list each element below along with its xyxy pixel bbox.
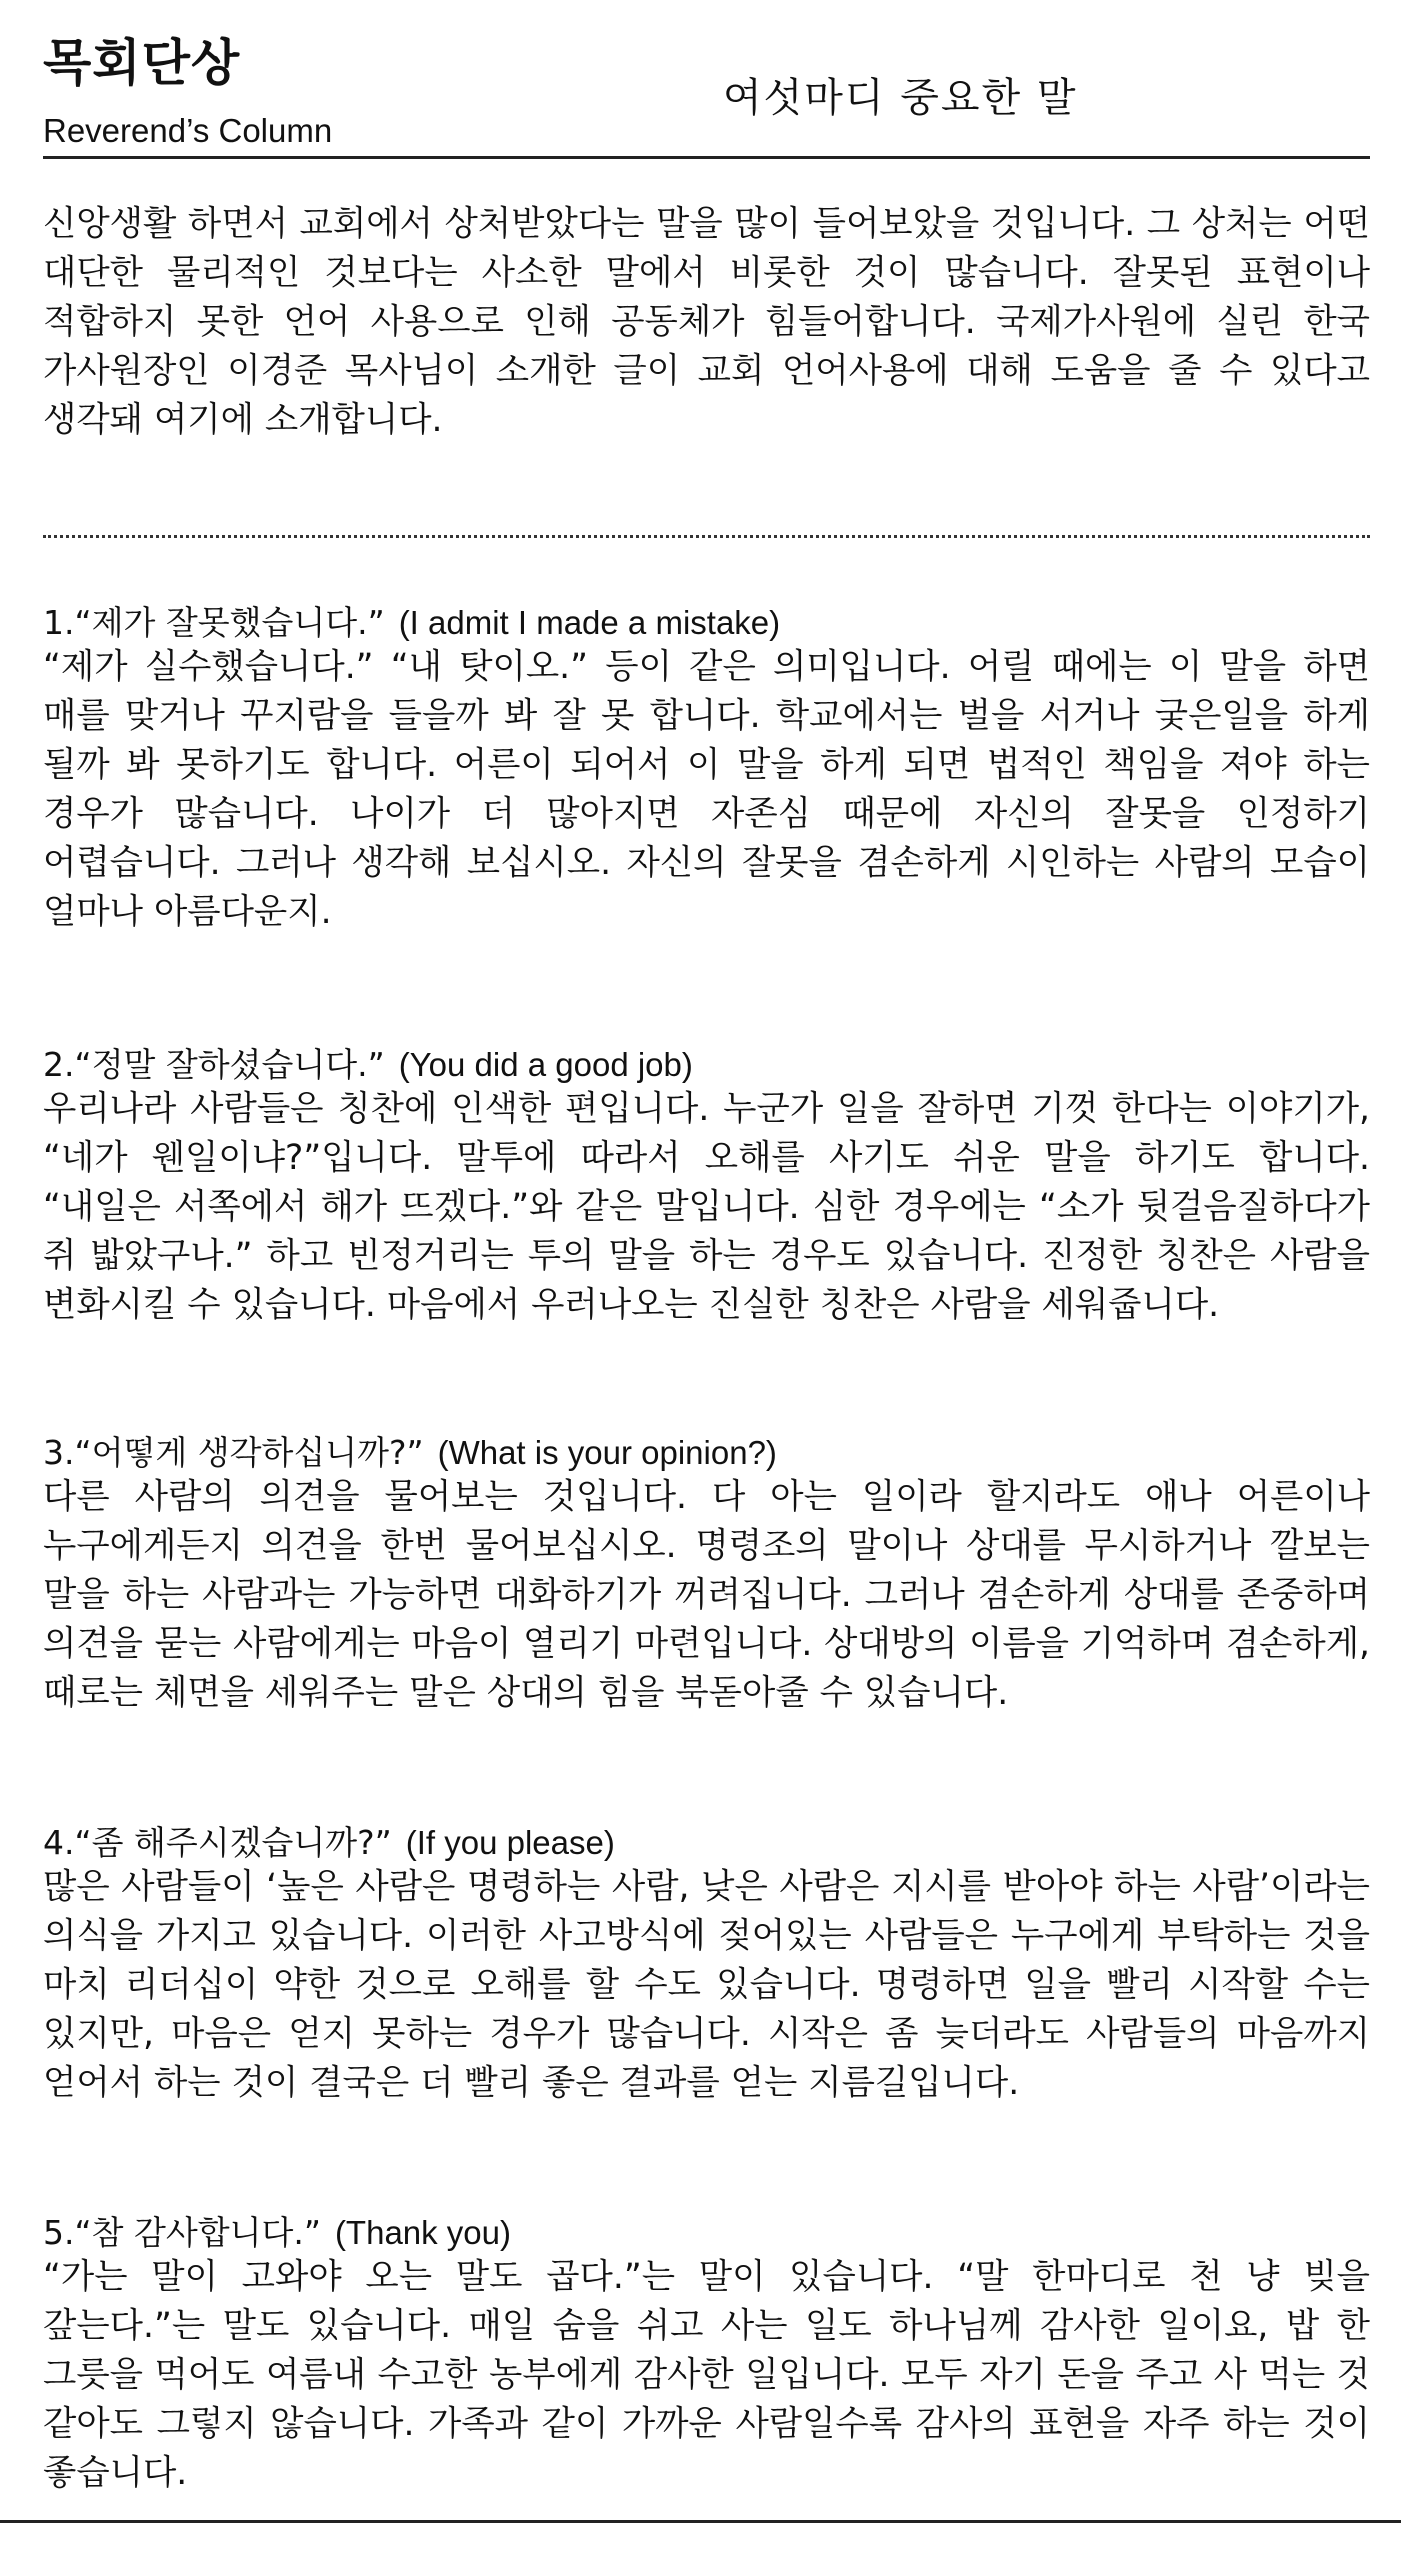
section-heading-english: (I admit I made a mistake) (398, 604, 781, 641)
section-heading-english: (If you please) (405, 1824, 615, 1861)
section-heading-korean: 4.“좀 해주시겠습니까?” (43, 1823, 392, 1862)
section-body: “제가 실수했습니다.” “내 탓이오.” 등이 같은 의미입니다. 어릴 때에는 이 말을 하면 매를 맞거나 꾸지람을 들을까 봐 잘 못 합니다. 학교에서는 벌을 서거나 궂은일을 하게 될까 봐 못하기도 합니다. 어른이 되어서 이 말을 하게 되면 법적인 책임을 져야 하는 경우가 많습니다. 나이가 더 많아지면 자존심 때문에 자신의 잘못을 인정하기 어렵습니다. 그러나 생각해 보십시오. 자신의 잘못을 겸손하게 시인하는 사람의 모습이 얼마나 아름다운지. (43, 647, 1370, 932)
column-subtitle: Reverend’s Column (43, 112, 333, 149)
section-heading (43, 1822, 1370, 1863)
section-heading-english: (You did a good job) (398, 1046, 693, 1083)
section-heading-korean: 2.“정말 잘하셨습니다.” (43, 1045, 385, 1084)
section-heading-english: (What is your opinion?) (437, 1434, 777, 1471)
column-header (43, 34, 1370, 158)
section-1 (43, 602, 1370, 937)
article-title: 여섯마디 중요한 말 (723, 75, 1078, 121)
section-heading-english: (Thank you) (334, 2214, 512, 2251)
section-4 (43, 1822, 1370, 2108)
section-heading (43, 1044, 1370, 1085)
section-heading (43, 602, 1370, 643)
section-heading (43, 2212, 1370, 2253)
section-body: 다른 사람의 의견을 물어보는 것입니다. 다 아는 일이라 할지라도 애나 어른이나 누구에게든지 의견을 한번 물어보십시오. 명령조의 말이나 상대를 무시하거나 깔보는 말을 하는 사람과는 가능하면 대화하기가 꺼려집니다. 그러나 겸손하게 상대를 존중하며 의견을 묻는 사람에게는 마음이 열리기 마련입니다. 상대방의 이름을 기억하며 겸손하게, 때로는 체면을 세워주는 말은 상대의 힘을 북돋아줄 수 있습니다. (43, 1477, 1370, 1713)
footer-divider (0, 2520, 1401, 2523)
dotted-divider (43, 535, 1370, 538)
section-heading-korean: 3.“어떻게 생각하십니까?” (43, 1433, 424, 1472)
section-2 (43, 1044, 1370, 1330)
section-body: 우리나라 사람들은 칭찬에 인색한 편입니다. 누군가 일을 잘하면 기껏 한다는 이야기가, “네가 웬일이냐?”입니다. 말투에 따라서 오해를 사기도 쉬운 말을 하기도 합니다. “내일은 서쪽에서 해가 뜨겠다.”와 같은 말입니다. 심한 경우에는 “소가 뒷걸음질하다가 쥐 밟았구나.” 하고 빈정거리는 투의 말을 하는 경우도 있습니다. 진정한 칭찬은 사람을 변화시킬 수 있습니다. 마음에서 우러나오는 진실한 칭찬은 사람을 세워줍니다. (43, 1089, 1370, 1325)
section-5 (43, 2212, 1370, 2498)
section-body: 많은 사람들이 ‘높은 사람은 명령하는 사람, 낮은 사람은 지시를 받아야 하는 사람’이라는 의식을 가지고 있습니다. 이러한 사고방식에 젖어있는 사람들은 누구에게 부탁하는 것을 마치 리더십이 약한 것으로 오해를 할 수도 있습니다. 명령하면 일을 빨리 시작할 수는 있지만, 마음은 얻지 못하는 경우가 많습니다. 시작은 좀 늦더라도 사람들의 마음까지 얻어서 하는 것이 결국은 더 빨리 좋은 결과를 얻는 지름길입니다. (43, 1867, 1370, 2103)
section-heading-korean: 5.“참 감사합니다.” (43, 2213, 321, 2252)
section-heading-korean: 1.“제가 잘못했습니다.” (43, 603, 385, 642)
section-heading (43, 1432, 1370, 1473)
section-body: “가는 말이 고와야 오는 말도 곱다.”는 말이 있습니다. “말 한마디로 천 냥 빚을 갚는다.”는 말도 있습니다. 매일 숨을 쉬고 사는 일도 하나님께 감사한 일이요, 밥 한 그릇을 먹어도 여름내 수고한 농부에게 감사한 일입니다. 모두 자기 돈을 주고 사 먹는 것 같아도 그렇지 않습니다. 가족과 같이 가까운 사람일수록 감사의 표현을 자주 하는 것이 좋습니다. (43, 2257, 1370, 2493)
section-3 (43, 1432, 1370, 1718)
intro-paragraph: 신앙생활 하면서 교회에서 상처받았다는 말을 많이 들어보았을 것입니다. 그 상처는 어떤 대단한 물리적인 것보다는 사소한 말에서 비롯한 것이 많습니다. 잘못된 표현이나 적합하지 못한 언어 사용으로 인해 공동체가 힘들어합니다. 국제가사원에 실린 한국 가사원장인 이경준 목사님이 소개한 글이 교회 언어사용에 대해 도움을 줄 수 있다고 생각돼 여기에 소개합니다. (43, 204, 1370, 440)
header-divider (43, 156, 1370, 159)
column-title: 목회단상 (43, 34, 241, 92)
